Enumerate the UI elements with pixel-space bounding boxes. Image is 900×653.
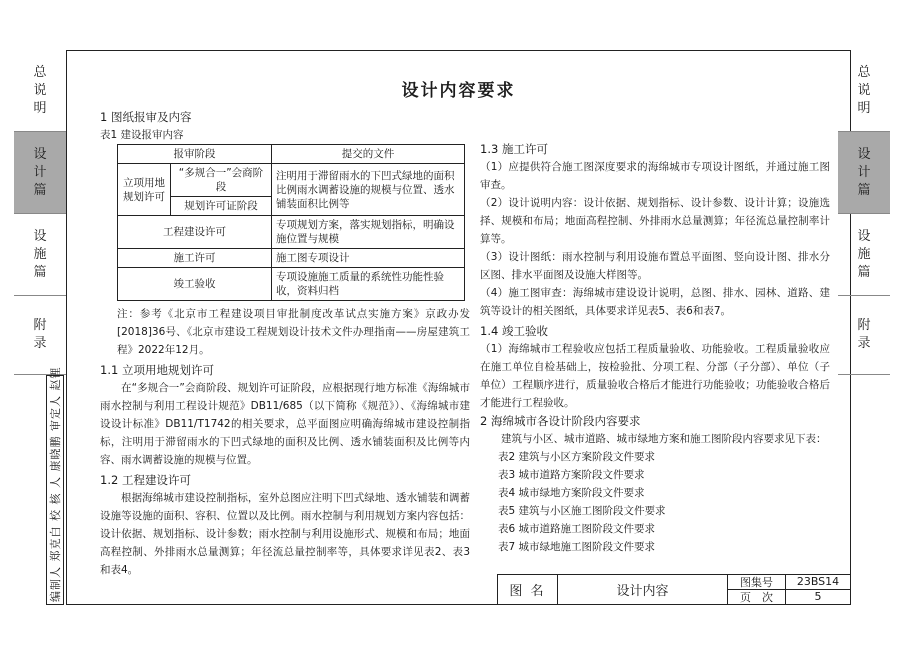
section2-list-item: 表6 城市道路施工图阶段文件要求 [498, 523, 656, 535]
section1-2-heading: 1.2 工程建设许可 [100, 473, 191, 487]
cell-acceptance-doc: 专项设施施工质量的系统性功能性验收，资料归档 [272, 268, 465, 301]
page-number: 5 [814, 590, 822, 604]
section2-list-item: 表5 建筑与小区施工图阶段文件要求 [498, 505, 666, 517]
section2-list-item: 表7 城市绿地施工图阶段文件要求 [498, 541, 656, 553]
signature-strip [46, 366, 64, 605]
cell-construction: 施工许可 [118, 249, 272, 268]
table-note: 注：参考《北京市工程建设项目审批制度改革试点实施方案》京政办发[2018]36号、《北京市建设工程规划设计技术文件办理指南——房屋建筑工程》2022年12月。 [117, 308, 470, 356]
cell-construction-doc: 施工图专项设计 [272, 249, 465, 268]
cell-plan-permit: 规划许可证阶段 [171, 197, 272, 216]
section1-3-heading: 1.3 施工许可 [480, 142, 548, 156]
cell-multi-plan: “多规合一”会商阶段 [171, 164, 272, 197]
section1-2-body: 根据海绵城市建设控制指标，室外总图应注明下凹式绿地、透水铺装和调蓄设施等设施的面积、容积、位置以及比例。雨水控制与利用规划方案内容包括：设计依据、规划指标、设计参数；雨水控制与利用设施形式、规模和布局；地面高程控制、外排雨水总量测算；年径流总量控制率等，具体要求详见表2、表3和表4。 [100, 492, 470, 576]
drawing-name-label: 图 名 [498, 575, 558, 604]
side-tab-facilities-left[interactable]: 设施篇 [14, 214, 66, 296]
side-tab-general-right[interactable]: 总说明 [838, 50, 890, 132]
right-column [480, 138, 830, 556]
section2-heading: 2 海绵城市各设计阶段内容要求 [480, 414, 641, 428]
atlas-no-label: 图集号 [728, 575, 786, 590]
section2-list-item: 表2 建筑与小区方案阶段文件要求 [498, 451, 656, 463]
side-tab-design-right[interactable]: 设计篇 [838, 132, 890, 214]
cell-eng-permit-doc: 专项规划方案，落实规划指标，明确设施位置与规模 [272, 216, 465, 249]
side-tab-design-left[interactable]: 设计篇 [14, 132, 66, 214]
section2-list-item: 表4 城市绿地方案阶段文件要求 [498, 487, 645, 499]
side-tab-appendix-right[interactable]: 附录 [838, 296, 890, 375]
cell-acceptance: 竣工验收 [118, 268, 272, 301]
section2-list-item: 表3 城市道路方案阶段文件要求 [498, 469, 645, 481]
atlas-no: 23BS14 [786, 575, 850, 590]
section1-4-heading: 1.4 竣工验收 [480, 324, 548, 338]
title-block [497, 574, 851, 605]
table1-caption: 表1 建设报审内容 [100, 129, 184, 141]
section2-intro: 建筑与小区、城市道路、城市绿地方案和施工图阶段内容要求见下表： [501, 433, 827, 445]
section1-heading: 1 图纸报审及内容 [100, 110, 192, 124]
review-table [117, 144, 465, 301]
table-header-stage: 报审阶段 [118, 145, 272, 164]
section1-3-item: （2）设计说明内容：设计依据、规划指标、设计参数、设计计算；设施选择、规模和布局；地面高程控制、外排雨水总量测算；年径流总量控制率计算等。 [480, 197, 830, 245]
cell-land-permit: 立项用地规划许可 [118, 164, 171, 216]
section1-1-body: 在“多规合一”会商阶段、规划许可证阶段，应根据现行地方标准《海绵城市雨水控制与利用工程设计规范》DB11/685（以下简称《规范》）、《海绵城市建设设计标准》DB11/T1742的相关要求，总平面图应明确海绵城市建设控制指标，注明用于滞留雨水的下凹式绿地的面积及比例、透水铺装面积及比例等内容、雨水调蓄设施的规模与位置。 [100, 382, 470, 466]
side-tab-appendix-left[interactable]: 附录 [14, 296, 66, 375]
page-label: 页 次 [728, 590, 786, 605]
signature-text: 编制人 郑克白 校 核 人 康晓鹏 审定人 赵锂 [49, 366, 62, 602]
side-tab-general-left[interactable]: 总说明 [14, 50, 66, 132]
page-title: 设计内容要求 [401, 81, 516, 101]
section1-3-item: （1）应提供符合施工图深度要求的海绵城市专项设计图纸，并通过施工图审查。 [480, 161, 830, 191]
section1-3-item: （3）设计图纸：雨水控制与利用设施布置总平面图、竖向设计图、排水分区图、排水平面图及设施大样图等。 [480, 251, 830, 281]
section1-1-heading: 1.1 立项用地规划许可 [100, 363, 214, 377]
section1-4-body: （1）海绵城市工程验收应包括工程质量验收、功能验收。工程质量验收应在施工单位自检基础上，按检验批、分项工程、分部（子分部）、单位（子单位）工程顺序进行，质量验收合格后才能进行功能验收；功能验收合格后才能进行工程验收。 [480, 343, 830, 409]
section1-3-item: （4）施工图审查：海绵城市建设设计说明，总图、排水、园林、道路、建筑等设计的相关图纸，具体要求详见表5、表6和表7。 [480, 287, 830, 317]
cell-multi-plan-doc: 注明用于滞留雨水的下凹式绿地的面积比例雨水调蓄设施的规模与位置、透水铺装面积比例等 [272, 164, 465, 216]
table-header-docs: 提交的文件 [272, 145, 465, 164]
drawing-name: 设计内容 [558, 575, 728, 604]
cell-eng-permit: 工程建设许可 [118, 216, 272, 249]
left-column [100, 108, 470, 579]
side-tab-facilities-right[interactable]: 设施篇 [838, 214, 890, 296]
